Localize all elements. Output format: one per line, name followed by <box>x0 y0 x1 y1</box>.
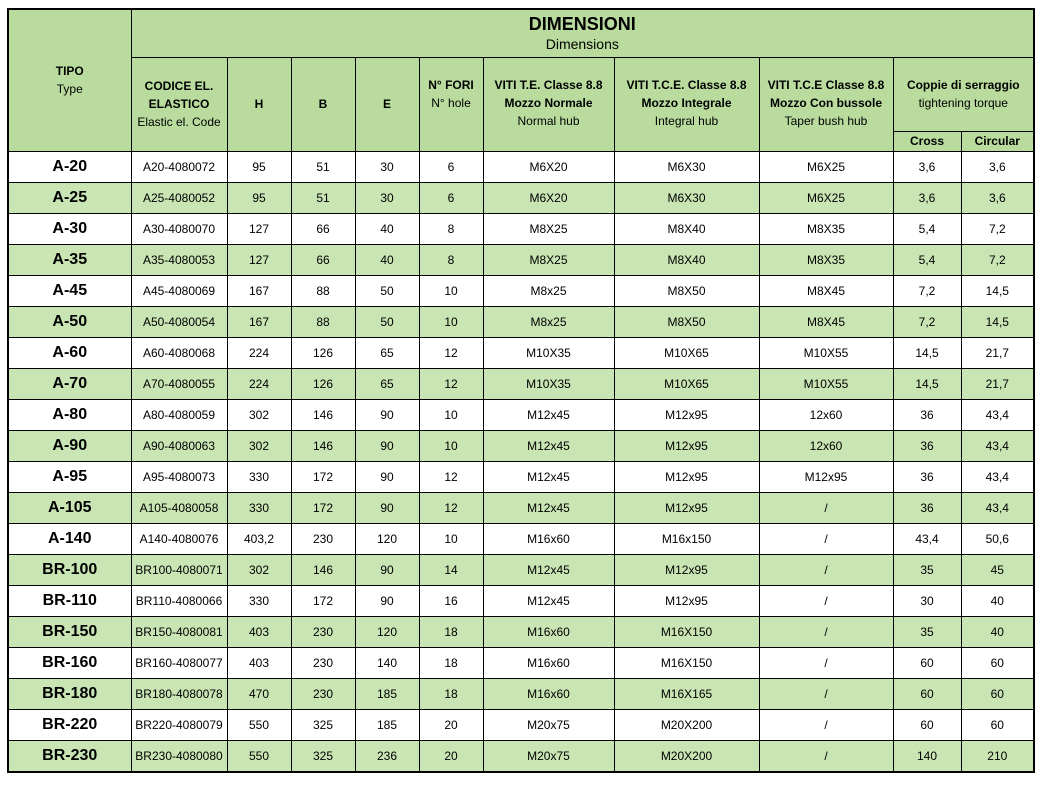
cell-taper: / <box>759 678 893 709</box>
cell-taper: / <box>759 554 893 585</box>
cell-h: 403 <box>227 647 291 678</box>
cell-tipo: A-45 <box>8 275 131 306</box>
cell-integral: M20X200 <box>614 709 759 740</box>
cell-taper: M8X35 <box>759 244 893 275</box>
cell-normal: M16x60 <box>483 523 614 554</box>
cell-cross: 60 <box>893 709 961 740</box>
cell-b: 66 <box>291 213 355 244</box>
cell-e: 185 <box>355 709 419 740</box>
cell-taper: M10X55 <box>759 337 893 368</box>
cell-circular: 50,6 <box>961 523 1034 554</box>
cell-normal: M20x75 <box>483 709 614 740</box>
cell-normal: M12x45 <box>483 430 614 461</box>
cell-b: 88 <box>291 306 355 337</box>
cell-normal: M8X25 <box>483 213 614 244</box>
cell-circular: 43,4 <box>961 399 1034 430</box>
cell-h: 127 <box>227 244 291 275</box>
cell-fori: 12 <box>419 492 483 523</box>
cell-codice: BR150-4080081 <box>131 616 227 647</box>
cell-integral: M12x95 <box>614 461 759 492</box>
cell-h: 403,2 <box>227 523 291 554</box>
cell-taper: / <box>759 585 893 616</box>
header-coppie: Coppie di serraggio tightening torque <box>893 57 1034 131</box>
header-viti-taper: VITI T.C.E Classe 8.8 Mozzo Con bussole Taper bush hub <box>759 57 893 151</box>
cell-fori: 8 <box>419 244 483 275</box>
table-title: DIMENSIONI <box>528 14 636 35</box>
cell-normal: M12x45 <box>483 399 614 430</box>
cell-normal: M16x60 <box>483 616 614 647</box>
table-row <box>8 275 1034 306</box>
cell-codice: BR160-4080077 <box>131 647 227 678</box>
cell-integral: M8X50 <box>614 306 759 337</box>
cell-b: 51 <box>291 182 355 213</box>
cell-e: 30 <box>355 182 419 213</box>
cell-circular: 40 <box>961 616 1034 647</box>
cell-b: 230 <box>291 647 355 678</box>
cell-codice: A50-4080054 <box>131 306 227 337</box>
cell-h: 302 <box>227 430 291 461</box>
cell-e: 120 <box>355 616 419 647</box>
cell-h: 330 <box>227 585 291 616</box>
cell-e: 120 <box>355 523 419 554</box>
header-title <box>131 9 1034 57</box>
cell-e: 90 <box>355 492 419 523</box>
cell-integral: M12x95 <box>614 399 759 430</box>
cell-tipo: BR-110 <box>8 585 131 616</box>
cell-codice: A45-4080069 <box>131 275 227 306</box>
cell-tipo: A-25 <box>8 182 131 213</box>
cell-fori: 18 <box>419 647 483 678</box>
cell-h: 95 <box>227 182 291 213</box>
cell-tipo: A-140 <box>8 523 131 554</box>
cell-h: 224 <box>227 337 291 368</box>
cell-tipo: A-105 <box>8 492 131 523</box>
cell-integral: M8X40 <box>614 244 759 275</box>
cell-taper: M6X25 <box>759 182 893 213</box>
header-tipo: TIPO Type <box>8 9 131 151</box>
cell-tipo: A-70 <box>8 368 131 399</box>
cell-b: 146 <box>291 554 355 585</box>
cell-normal: M20x75 <box>483 740 614 772</box>
cell-integral: M16X150 <box>614 616 759 647</box>
cell-normal: M6X20 <box>483 151 614 182</box>
cell-normal: M8x25 <box>483 306 614 337</box>
cell-cross: 14,5 <box>893 337 961 368</box>
cell-taper: / <box>759 647 893 678</box>
cell-codice: A105-4080058 <box>131 492 227 523</box>
cell-b: 325 <box>291 709 355 740</box>
cell-integral: M8X40 <box>614 213 759 244</box>
cell-tipo: A-95 <box>8 461 131 492</box>
cell-h: 330 <box>227 492 291 523</box>
cell-codice: BR230-4080080 <box>131 740 227 772</box>
table-row <box>8 585 1034 616</box>
cell-h: 403 <box>227 616 291 647</box>
cell-circular: 3,6 <box>961 151 1034 182</box>
cell-codice: BR180-4080078 <box>131 678 227 709</box>
cell-normal: M8X25 <box>483 244 614 275</box>
cell-integral: M16X165 <box>614 678 759 709</box>
cell-cross: 7,2 <box>893 275 961 306</box>
cell-cross: 35 <box>893 616 961 647</box>
table-row <box>8 399 1034 430</box>
cell-taper: / <box>759 740 893 772</box>
cell-circular: 3,6 <box>961 182 1034 213</box>
cell-cross: 36 <box>893 461 961 492</box>
cell-fori: 6 <box>419 151 483 182</box>
cell-cross: 3,6 <box>893 182 961 213</box>
cell-taper: M12x95 <box>759 461 893 492</box>
cell-codice: A95-4080073 <box>131 461 227 492</box>
cell-cross: 60 <box>893 647 961 678</box>
cell-normal: M12x45 <box>483 461 614 492</box>
cell-e: 90 <box>355 399 419 430</box>
cell-integral: M6X30 <box>614 151 759 182</box>
cell-codice: A35-4080053 <box>131 244 227 275</box>
cell-e: 236 <box>355 740 419 772</box>
cell-taper: / <box>759 523 893 554</box>
cell-fori: 16 <box>419 585 483 616</box>
table-row <box>8 461 1034 492</box>
cell-circular: 21,7 <box>961 368 1034 399</box>
cell-cross: 140 <box>893 740 961 772</box>
cell-fori: 14 <box>419 554 483 585</box>
table-row <box>8 306 1034 337</box>
cell-integral: M6X30 <box>614 182 759 213</box>
cell-tipo: A-60 <box>8 337 131 368</box>
header-circular: Circular <box>961 131 1034 151</box>
cell-circular: 45 <box>961 554 1034 585</box>
cell-normal: M12x45 <box>483 554 614 585</box>
cell-codice: BR100-4080071 <box>131 554 227 585</box>
table-subtitle: Dimensions <box>545 36 619 53</box>
cell-cross: 5,4 <box>893 213 961 244</box>
cell-circular: 43,4 <box>961 492 1034 523</box>
cell-h: 550 <box>227 740 291 772</box>
table-row <box>8 213 1034 244</box>
cell-fori: 18 <box>419 678 483 709</box>
cell-e: 30 <box>355 151 419 182</box>
table-row <box>8 368 1034 399</box>
cell-tipo: A-50 <box>8 306 131 337</box>
cell-b: 230 <box>291 616 355 647</box>
cell-taper: / <box>759 616 893 647</box>
cell-integral: M12x95 <box>614 585 759 616</box>
cell-b: 172 <box>291 492 355 523</box>
cell-fori: 10 <box>419 306 483 337</box>
cell-cross: 30 <box>893 585 961 616</box>
cell-codice: A25-4080052 <box>131 182 227 213</box>
cell-h: 550 <box>227 709 291 740</box>
cell-cross: 14,5 <box>893 368 961 399</box>
cell-h: 302 <box>227 399 291 430</box>
cell-e: 40 <box>355 213 419 244</box>
table-row <box>8 740 1034 772</box>
cell-taper: / <box>759 492 893 523</box>
cell-taper: 12x60 <box>759 399 893 430</box>
cell-circular: 7,2 <box>961 244 1034 275</box>
cell-integral: M12x95 <box>614 554 759 585</box>
cell-normal: M10X35 <box>483 337 614 368</box>
cell-fori: 20 <box>419 740 483 772</box>
cell-fori: 10 <box>419 430 483 461</box>
cell-taper: M10X55 <box>759 368 893 399</box>
cell-tipo: A-90 <box>8 430 131 461</box>
cell-e: 40 <box>355 244 419 275</box>
cell-e: 140 <box>355 647 419 678</box>
header-fori: N° FORI N° hole <box>419 57 483 151</box>
table-row <box>8 492 1034 523</box>
cell-e: 90 <box>355 430 419 461</box>
cell-h: 95 <box>227 151 291 182</box>
cell-codice: A90-4080063 <box>131 430 227 461</box>
cell-fori: 12 <box>419 337 483 368</box>
header-h: H <box>227 57 291 151</box>
cell-b: 146 <box>291 399 355 430</box>
table-row <box>8 523 1034 554</box>
header-cross: Cross <box>893 131 961 151</box>
cell-e: 50 <box>355 275 419 306</box>
cell-e: 50 <box>355 306 419 337</box>
header-viti-normal: VITI T.E. Classe 8.8 Mozzo Normale Normal hub <box>483 57 614 151</box>
table-row <box>8 244 1034 275</box>
cell-circular: 43,4 <box>961 430 1034 461</box>
cell-circular: 60 <box>961 647 1034 678</box>
cell-e: 185 <box>355 678 419 709</box>
cell-b: 230 <box>291 678 355 709</box>
cell-fori: 12 <box>419 461 483 492</box>
cell-b: 230 <box>291 523 355 554</box>
cell-tipo: BR-220 <box>8 709 131 740</box>
cell-b: 88 <box>291 275 355 306</box>
cell-e: 90 <box>355 585 419 616</box>
cell-codice: A30-4080070 <box>131 213 227 244</box>
cell-cross: 7,2 <box>893 306 961 337</box>
cell-tipo: BR-230 <box>8 740 131 772</box>
cell-b: 325 <box>291 740 355 772</box>
cell-fori: 20 <box>419 709 483 740</box>
cell-normal: M16x60 <box>483 647 614 678</box>
table-row <box>8 151 1034 182</box>
cell-normal: M16x60 <box>483 678 614 709</box>
cell-cross: 5,4 <box>893 244 961 275</box>
cell-integral: M12x95 <box>614 492 759 523</box>
cell-integral: M20X200 <box>614 740 759 772</box>
cell-integral: M16x150 <box>614 523 759 554</box>
cell-codice: BR110-4080066 <box>131 585 227 616</box>
cell-h: 330 <box>227 461 291 492</box>
cell-fori: 18 <box>419 616 483 647</box>
table-row <box>8 337 1034 368</box>
cell-cross: 43,4 <box>893 523 961 554</box>
cell-normal: M8x25 <box>483 275 614 306</box>
cell-e: 90 <box>355 554 419 585</box>
cell-fori: 10 <box>419 275 483 306</box>
cell-tipo: BR-100 <box>8 554 131 585</box>
table-row <box>8 647 1034 678</box>
cell-circular: 14,5 <box>961 275 1034 306</box>
cell-h: 302 <box>227 554 291 585</box>
table-body <box>8 151 1034 772</box>
cell-normal: M10X35 <box>483 368 614 399</box>
cell-tipo: A-80 <box>8 399 131 430</box>
cell-tipo: A-30 <box>8 213 131 244</box>
cell-tipo: BR-180 <box>8 678 131 709</box>
header-codice: CODICE EL. ELASTICO Elastic el. Code <box>131 57 227 151</box>
cell-taper: M8X45 <box>759 275 893 306</box>
cell-taper: / <box>759 709 893 740</box>
cell-integral: M10X65 <box>614 368 759 399</box>
cell-h: 470 <box>227 678 291 709</box>
table-row <box>8 709 1034 740</box>
cell-codice: A20-4080072 <box>131 151 227 182</box>
cell-fori: 6 <box>419 182 483 213</box>
cell-codice: A60-4080068 <box>131 337 227 368</box>
cell-h: 224 <box>227 368 291 399</box>
dimensions-table <box>7 8 1035 773</box>
cell-taper: M8X45 <box>759 306 893 337</box>
cell-normal: M6X20 <box>483 182 614 213</box>
cell-tipo: A-35 <box>8 244 131 275</box>
cell-tipo: BR-160 <box>8 647 131 678</box>
cell-h: 127 <box>227 213 291 244</box>
cell-taper: 12x60 <box>759 430 893 461</box>
cell-b: 146 <box>291 430 355 461</box>
cell-codice: A80-4080059 <box>131 399 227 430</box>
cell-cross: 36 <box>893 399 961 430</box>
cell-h: 167 <box>227 275 291 306</box>
table-row <box>8 430 1034 461</box>
cell-tipo: A-20 <box>8 151 131 182</box>
cell-codice: BR220-4080079 <box>131 709 227 740</box>
cell-circular: 60 <box>961 709 1034 740</box>
cell-e: 65 <box>355 337 419 368</box>
cell-codice: A140-4080076 <box>131 523 227 554</box>
cell-e: 65 <box>355 368 419 399</box>
cell-normal: M12x45 <box>483 585 614 616</box>
cell-fori: 10 <box>419 523 483 554</box>
table-row <box>8 678 1034 709</box>
cell-h: 167 <box>227 306 291 337</box>
cell-integral: M16X150 <box>614 647 759 678</box>
cell-circular: 60 <box>961 678 1034 709</box>
cell-circular: 21,7 <box>961 337 1034 368</box>
cell-b: 172 <box>291 585 355 616</box>
table-row <box>8 554 1034 585</box>
cell-fori: 8 <box>419 213 483 244</box>
table-row <box>8 182 1034 213</box>
cell-b: 126 <box>291 368 355 399</box>
cell-b: 51 <box>291 151 355 182</box>
cell-b: 172 <box>291 461 355 492</box>
cell-circular: 40 <box>961 585 1034 616</box>
header-e: E <box>355 57 419 151</box>
cell-integral: M8X50 <box>614 275 759 306</box>
table-row <box>8 616 1034 647</box>
cell-b: 66 <box>291 244 355 275</box>
cell-integral: M12x95 <box>614 430 759 461</box>
header-b: B <box>291 57 355 151</box>
cell-integral: M10X65 <box>614 337 759 368</box>
cell-tipo: BR-150 <box>8 616 131 647</box>
cell-circular: 210 <box>961 740 1034 772</box>
cell-circular: 7,2 <box>961 213 1034 244</box>
cell-cross: 36 <box>893 430 961 461</box>
cell-fori: 10 <box>419 399 483 430</box>
cell-taper: M6X25 <box>759 151 893 182</box>
cell-circular: 14,5 <box>961 306 1034 337</box>
cell-cross: 60 <box>893 678 961 709</box>
cell-normal: M12x45 <box>483 492 614 523</box>
cell-b: 126 <box>291 337 355 368</box>
cell-taper: M8X35 <box>759 213 893 244</box>
header-viti-integral: VITI T.C.E. Classe 8.8 Mozzo Integrale Integral hub <box>614 57 759 151</box>
cell-circular: 43,4 <box>961 461 1034 492</box>
cell-cross: 35 <box>893 554 961 585</box>
cell-cross: 3,6 <box>893 151 961 182</box>
cell-fori: 12 <box>419 368 483 399</box>
cell-codice: A70-4080055 <box>131 368 227 399</box>
cell-cross: 36 <box>893 492 961 523</box>
cell-e: 90 <box>355 461 419 492</box>
